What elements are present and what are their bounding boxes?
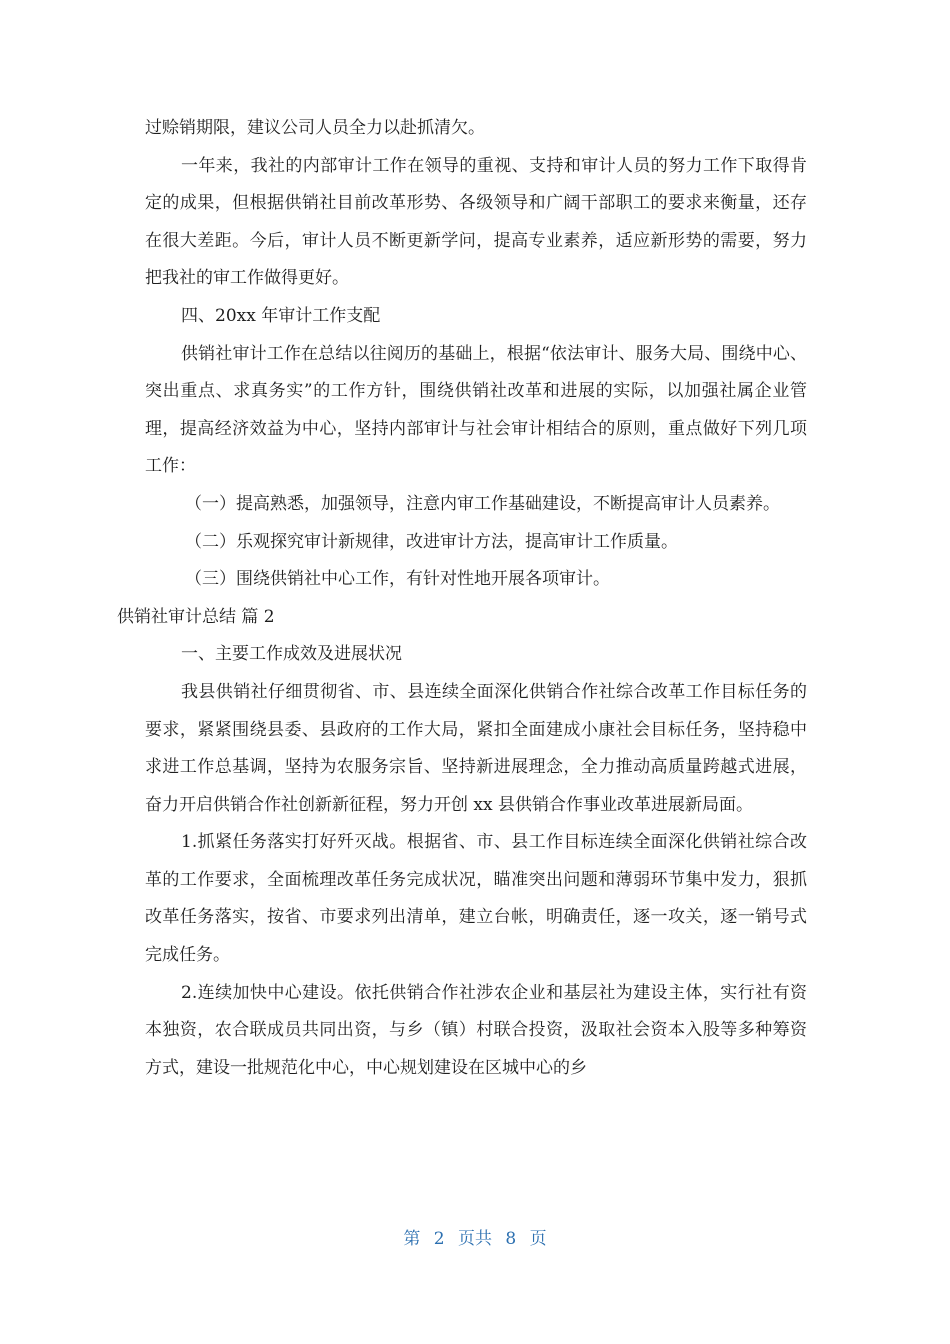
page-number: 第 2 页共 8 页: [403, 1229, 547, 1249]
paragraph: 一年来，我社的内部审计工作在领导的重视、支持和审计人员的努力工作下取得肯定的成果，但根据供销社目前改革形势、各级领导和广阔干部职工的要求来衡量，还存在很大差距。今后，审计人员不断更新学问，提高专业素养，适应新形势的需要，努力把我社的审工作做得更好。: [145, 155, 807, 289]
list-item: （一）提高熟悉，加强领导，注意内审工作基础建设，不断提高审计人员素养。: [185, 493, 780, 514]
document-body: [117, 110, 807, 1087]
paragraph: 供销社审计工作在总结以往阅历的基础上，根据“依法审计、服务大局、围绕中心、突出重点、求真务实”的工作方针，围绕供销社改革和进展的实际，以加强社属企业管理，提高经济效益为中心，坚持内部审计与社会审计相结合的原则，重点做好下列几项工作：: [145, 343, 807, 477]
list-item: （二）乐观探究审计新规律，改进审计方法，提高审计工作质量。: [185, 531, 678, 552]
paragraph: 1.抓紧任务落实打好歼灭战。根据省、市、县工作目标连续全面深化供销社综合改革的工作要求，全面梳理改革任务完成状况，瞄准突出问题和薄弱环节集中发力，狠抓改革任务落实，按省、市要求列出清单，建立台帐，明确责任，逐一攻关，逐一销号式完成任务。: [145, 832, 807, 966]
paragraph: 我县供销社仔细贯彻省、市、县连续全面深化供销合作社综合改革工作目标任务的要求，紧紧围绕县委、县政府的工作大局，紧扣全面建成小康社会目标任务，坚持稳中求进工作总基调，坚持为农服务宗旨、坚持新进展理念，全力推动高质量跨越式进展，奋力开启供销合作社创新新征程，努力开创 xx 县供销合作事业改革进展新局面。: [145, 681, 807, 815]
paragraph: 2.连续加快中心建设。依托供销合作社涉农企业和基层社为建设主体，实行社有资本独资，农合联成员共同出资，与乡（镇）村联合投资，汲取社会资本入股等多种筹资方式，建设一批规范化中心，中心规划建设在区城中心的乡: [145, 982, 807, 1078]
paragraph: 过赊销期限，建议公司人员全力以赴抓清欠。: [145, 118, 485, 138]
article-title: 供销社审计总结 篇 2: [117, 606, 275, 627]
section-heading: 一、主要工作成效及进展状况: [181, 644, 402, 665]
list-item: （三）围绕供销社中心工作，有针对性地开展各项审计。: [185, 569, 610, 590]
section-heading: 四、20xx 年审计工作支配: [181, 305, 381, 326]
